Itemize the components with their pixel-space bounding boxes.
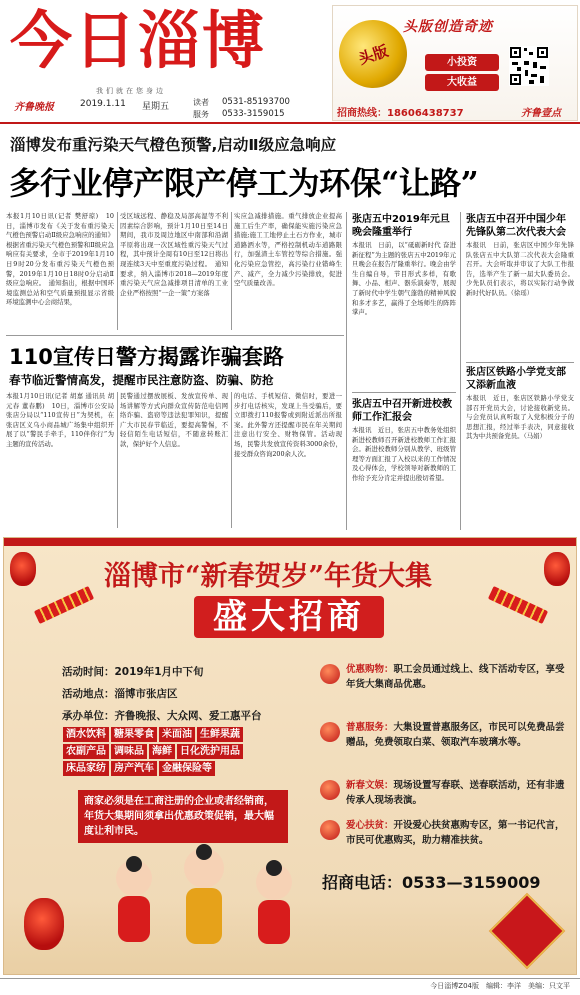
reader-phone: 0531-85193700 bbox=[222, 97, 290, 107]
section-rule bbox=[460, 212, 461, 530]
lead-headline: 多行业停产限产停工为环保“让路” bbox=[9, 165, 479, 202]
ad-tag-big-return: 大收益 bbox=[425, 74, 499, 91]
lead-column-3: 实应急减排措施。重气排放企业提高施工后生产率，确保能实施污染应急措施;施工工地停止土石方作业，城市道路洒水等，严格控制机动车道路限行，加强渣土车管控等综合措施。强化污染应急管控，高污染行业错峰生产、减产，全力减少污染排放，促进空气质量改善。 bbox=[234, 212, 342, 288]
ad-logo: 齐鲁壹点 bbox=[521, 108, 561, 119]
article-divider bbox=[6, 335, 344, 336]
gold-ingot-icon: 头版 bbox=[332, 11, 416, 97]
service-phone: 0533-3159015 bbox=[222, 109, 285, 119]
firecracker-icon bbox=[488, 586, 548, 624]
brief-title-4: 张店区铁路小学党支部又添新血液 bbox=[466, 367, 566, 391]
category-tag: 生鲜果蔬 bbox=[197, 727, 243, 742]
brief-title-3: 张店五中召开新进校教师工作汇报会 bbox=[352, 399, 452, 423]
lead-kicker: 淄博发布重污染天气橙色预警,启动Ⅱ级应急响应 bbox=[10, 136, 337, 154]
column-rule bbox=[117, 392, 118, 528]
reader-label: 读者 bbox=[193, 98, 209, 107]
lead-column-2: 受区域远程、静稳及局部高湿等不利因素综合影响，预计1月10日至14日期间，我市及周边地区中南部和沿湖平原将出现一次区域性重污染天气过程，其中预计全周有10日至12日将出现连续3天中至重度污染过程。 通知要求，纳入淄博市2018—2019年度重污染天气应急减排项目清单的工业企业严格按照“一企一策”方案落 bbox=[120, 212, 228, 297]
brief-title-1: 张店五中2019年元旦晚会隆重举行 bbox=[352, 214, 450, 238]
top-advertisement[interactable] bbox=[332, 5, 578, 121]
category-tag: 调味品 bbox=[111, 744, 147, 759]
lantern-icon bbox=[544, 552, 570, 586]
masthead-date: 2019.1.11 bbox=[80, 99, 126, 109]
ad-tag-small-investment: 小投资 bbox=[425, 54, 499, 71]
fair-place: 活动地点：淄博市张店区 bbox=[62, 688, 178, 700]
gift-bag-icon bbox=[320, 820, 340, 840]
masthead-weekday: 星期五 bbox=[142, 102, 170, 112]
brief-body-1: 本报讯 日前，以“砥砺新时代 奋进新征程”为主题的张店五中2019年元旦晚会在报告厅隆重举行。晚会由学生自编自导，节目形式多样，有歌舞、小品、相声、器乐演奏等，展现了新时代中学生朝气蓬勃的精神风貌和多才多艺，赢得了全场师生的阵阵掌声。 bbox=[352, 241, 456, 317]
masthead-title: 今日淄博 bbox=[10, 4, 267, 77]
service-poverty: 爱心扶贫：开设爱心扶贫惠购专区，第一书记代言，市民可优惠购买，助力精准扶贫。 bbox=[346, 820, 565, 846]
fair-merchant-note: 商家必须是在工商注册的企业或者经销商，年货大集期间须拿出优惠政策促销，最大幅度让利市民。 bbox=[78, 790, 288, 843]
brief-body-3: 本报讯 近日，张店五中教务处组织新进校教师召开新进校教师工作汇报会。新进校教师分别从教学、班级管理等方面汇报了入校以来的工作情况及心得体会，学校领导对新教师的工作给予充分肯定并提出殷切希望。 bbox=[352, 426, 456, 482]
service-label: 服务 bbox=[193, 110, 209, 119]
lantern-icon bbox=[24, 898, 64, 950]
ad-headline: 头版创造奇迹 bbox=[403, 19, 493, 35]
lantern-icon bbox=[10, 552, 36, 586]
brief-divider bbox=[466, 362, 574, 363]
column-rule bbox=[231, 212, 232, 330]
gift-bag-icon bbox=[320, 722, 340, 742]
fair-subtitle: 盛大招商 bbox=[194, 596, 384, 638]
category-tag: 房产汽车 bbox=[111, 761, 157, 776]
firecracker-icon bbox=[34, 586, 94, 624]
service-culture: 新春文娱：现场设置写春联、送春联活动，还有非遗传承人现场表演。 bbox=[346, 780, 565, 806]
category-tag: 金融保险等 bbox=[159, 761, 215, 776]
fair-time: 活动时间：2019年1月中下旬 bbox=[62, 666, 204, 678]
service-benefit: 普惠服务：大集设置普惠服务区，市民可以免费品尝赠品，免费领取白菜、领取汽车玻璃水等。 bbox=[346, 722, 565, 748]
column-rule bbox=[231, 392, 232, 528]
article110-column-1: 本报1月10日讯(记者 胡嘉 通讯员 胡元春 董春鹏) 10日，淄博市公安局张店分局以“110宣传日”为契机，在张店区义乌小商品城广场集中组织开展了以“警民手牵手，110伴你行”为主题的宣传活动。 bbox=[6, 392, 114, 448]
fair-title: 淄博市“新春贺岁”年货大集 bbox=[104, 561, 433, 592]
service-shopping: 优惠购物：职工会员通过线上、线下活动专区，享受年货大集商品优惠。 bbox=[346, 664, 565, 690]
fair-categories bbox=[62, 726, 284, 777]
article110-title: 110宣传日警方揭露诈骗套路 bbox=[9, 345, 284, 369]
brief-divider bbox=[352, 392, 456, 393]
category-tag: 日化洗护用品 bbox=[177, 744, 243, 759]
fair-phone: 招商电话：0533—3159009 bbox=[322, 873, 541, 892]
children-figures-icon bbox=[94, 838, 314, 968]
article110-subtitle: 春节临近警情高发，提醒市民注意防盗、防骗、防抢 bbox=[9, 373, 274, 387]
qr-code-icon bbox=[509, 46, 549, 86]
brief-body-4: 本报讯 近日，张店区铁路小学党支部召开党员大会，讨论接收新党员。与会党员认真听取了入党积极分子的思想汇报，经过举手表决，同意接收其为中共预备党员。（马娟） bbox=[466, 394, 574, 441]
category-tag: 农副产品 bbox=[63, 744, 109, 759]
fair-host: 承办单位：齐鲁晚报、大众网、爱工惠平台 bbox=[62, 710, 262, 722]
gift-bag-icon bbox=[320, 664, 340, 684]
masthead-brand: 齐鲁晚报 bbox=[14, 102, 54, 113]
category-tag: 酒水饮料 bbox=[63, 727, 109, 742]
category-tag: 米面油 bbox=[159, 727, 195, 742]
article110-column-3: 的电话、手机短信、微信时，要进一步打电话核实，发现上当受骗后，要立即拨打110报警或到附近派出所报案。此外警方还提醒市民在年关期间注意出行安全、财物保管。活动现场，民警共发放宣传资料3000余份，接受群众咨询200余人次。 bbox=[234, 392, 342, 458]
lead-column-1: 本报1月10日讯(记者 樊舒琼) 10日，淄博市发布《关于发布重污染天气橙色预警启动Ⅱ级应急响应的通知》根据省重污染天气橙色预警和Ⅱ级应急响应有关要求，全市于2019年1月10日9时20分发布重污染天气橙色预警，2019年1月10日18时0分启动Ⅱ级应急响应。 通知指出，根据中国环境监测总站和空气质量预报显示省级环境监测中心会商结果， bbox=[6, 212, 114, 307]
gift-bag-icon bbox=[320, 780, 340, 800]
new-year-fair-advertisement[interactable] bbox=[3, 537, 577, 975]
column-rule bbox=[117, 212, 118, 330]
article110-column-2: 民警通过摆放展板、发放宣传单、现场讲解等方式向群众宣传防范电信网络诈骗、盗窃等违法犯罪知识，提醒广大市民春节临近，要提高警惕，不轻信陌生电话短信，不随意转账汇款，保护好个人信息。 bbox=[120, 392, 228, 448]
category-tag: 床品家纺 bbox=[63, 761, 109, 776]
brief-title-2: 张店五中召开中国少年先锋队第二次代表大会 bbox=[466, 214, 566, 238]
footer-credits: 今日淄博Z04版 编辑：李洋 美编：只文平 bbox=[430, 982, 570, 990]
brief-body-2: 本报讯 日前，张店区中国少年先锋队张店五中大队第二次代表大会隆重召开。大会听取并审议了大队工作报告，选举产生了新一届大队委员会。少先队员们表示，将以实际行动争做新时代好队员。（徐瑶） bbox=[466, 241, 574, 297]
category-tag: 海鲜 bbox=[149, 744, 175, 759]
masthead-rule bbox=[0, 122, 580, 124]
section-rule bbox=[346, 212, 347, 530]
ad-hotline: 招商热线：18606438737 bbox=[337, 108, 464, 119]
masthead-slogan: 我们就在您身边 bbox=[96, 87, 166, 95]
category-tag: 糖果零食 bbox=[111, 727, 157, 742]
ad-top-band bbox=[4, 538, 577, 546]
